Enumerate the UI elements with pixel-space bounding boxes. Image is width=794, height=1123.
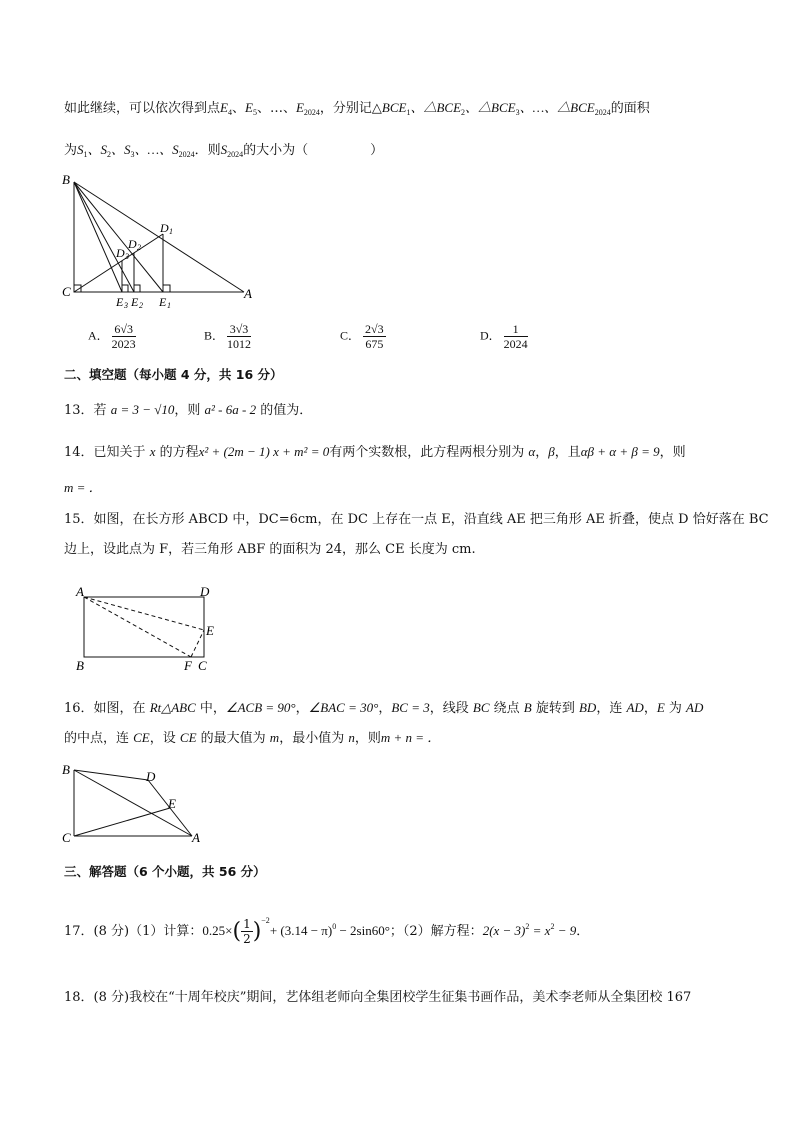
math: − 9 [554, 923, 577, 938]
label-E2: E [131, 295, 139, 309]
text: 有两个实数根，此方程两根分别为 [329, 445, 529, 460]
math: β [548, 444, 555, 459]
text: 13．若 [64, 403, 111, 418]
text: 的中点，连 [64, 731, 134, 746]
exponent: 2 [550, 922, 555, 931]
option-b[interactable] [204, 322, 251, 351]
figure-triangle-bca [60, 170, 260, 310]
var: BCE [381, 100, 407, 115]
numerator: 1 [504, 322, 528, 337]
text: ，分别记△ [319, 101, 382, 116]
text: 绕点 [489, 701, 524, 716]
label-E3-sub: 3 [124, 301, 128, 310]
exponent: −2 [261, 916, 270, 925]
question-15-line1: 15．如图，在长方形 ABCD 中，DC=6cm，在 DC 上存在一点 E，沿直线 AE 把三角形 AE 折叠，使点 D 恰好落在 BC [64, 512, 769, 527]
question-15-line2: 边上，设此点为 F，若三角形 ABF 的面积为 24，那么 CE 长度为 cm. [64, 542, 476, 557]
label-D3-sub: 3 [125, 252, 129, 261]
math: + (3.14 − π) [269, 923, 333, 938]
option-d[interactable] [480, 322, 528, 351]
text: ，设 [149, 731, 180, 746]
numerator: 3√3 [227, 322, 251, 337]
sub: 2 [107, 150, 112, 159]
text: 的方程 [155, 445, 199, 460]
text: ，线段 [429, 701, 473, 716]
option-letter: A． [88, 328, 109, 343]
math: m [269, 730, 280, 745]
label-C: C [198, 658, 207, 672]
label-B: B [62, 172, 70, 187]
label-D: D [146, 769, 156, 784]
text: ，连 [596, 701, 627, 716]
label-E1: E [159, 295, 167, 309]
label-F: F [184, 658, 192, 672]
text: 17．(8 分)（1）计算： [64, 924, 203, 939]
text: ） [370, 143, 384, 158]
text: ， [378, 701, 392, 716]
var: 、△BCE [465, 100, 516, 115]
text: 的大小为（ [243, 143, 309, 158]
label-C: C [62, 830, 71, 845]
math: CE [133, 730, 150, 745]
var: 、△BCE [410, 100, 462, 115]
var: S [220, 142, 228, 157]
text: ． [576, 924, 590, 939]
sub: 3 [130, 150, 135, 159]
text: 14．已知关于 [64, 445, 150, 460]
text: ，且 [554, 445, 581, 460]
math: x [149, 444, 156, 459]
sub: 2024 [178, 150, 195, 159]
option-letter: D． [480, 328, 501, 343]
label-D1-sub: 1 [169, 227, 173, 236]
text: 的最大值为 [196, 731, 270, 746]
label-E: E [168, 796, 176, 811]
math: n [348, 730, 355, 745]
text: 、…、 [256, 101, 296, 116]
label-D2-sub: 2 [137, 243, 141, 252]
var: E [295, 100, 304, 115]
math: BC = 3 [391, 700, 430, 715]
option-a[interactable] [88, 322, 136, 351]
var: E [244, 100, 253, 115]
label-E2-sub: 2 [139, 301, 143, 310]
label-E1-sub: 1 [167, 301, 171, 310]
text: 、 [231, 101, 245, 116]
label-D2: D [128, 237, 137, 251]
problem12-text-line1 [64, 98, 650, 123]
option-fraction [504, 322, 528, 351]
label-D3: D [116, 246, 125, 260]
option-letter: C． [340, 328, 361, 343]
denominator: 2 [243, 932, 251, 946]
label-D1: D [160, 221, 169, 235]
option-fraction [227, 322, 251, 351]
label-A: A [76, 584, 84, 599]
math: AD [626, 700, 644, 715]
option-c[interactable] [340, 322, 386, 351]
exponent: 0 [332, 922, 337, 931]
section-header-answers: 三、解答题（6 个小题，共 56 分） [64, 864, 266, 879]
math: m = ． [64, 480, 102, 495]
sub: 2024 [594, 108, 611, 117]
var: S [77, 142, 84, 157]
math: a² - 6a - 2 [204, 402, 257, 417]
label-A: A [192, 830, 200, 845]
paren-right: ) [252, 919, 262, 944]
math: Rt△ABC [149, 700, 196, 715]
question-16-line2 [64, 728, 440, 749]
math: BD [578, 700, 597, 715]
question-16-line1 [64, 698, 703, 719]
sub: 2024 [303, 108, 320, 117]
label-C: C [62, 284, 71, 299]
var: E [220, 100, 228, 115]
label-B: B [76, 658, 84, 672]
sub: 2 [461, 108, 466, 117]
question-13 [64, 400, 312, 421]
fraction-half [241, 917, 253, 946]
section-header-fill-in: 二、填空题（每小题 4 分，共 16 分） [64, 367, 283, 382]
option-fraction [112, 322, 136, 351]
math: = x [529, 923, 551, 938]
text: ， [295, 701, 309, 716]
label-D: D [200, 584, 210, 599]
var: 、S [87, 142, 108, 157]
text: ，最小值为 [279, 731, 349, 746]
math: BC [472, 700, 490, 715]
label-A: A [244, 286, 252, 301]
figure-rectangle-abcd [74, 582, 224, 672]
exponent: 2 [525, 922, 530, 931]
denominator: 2024 [503, 337, 528, 351]
denominator: 675 [365, 337, 384, 351]
text: 为 [664, 701, 687, 716]
numerator: 2√3 [365, 322, 384, 336]
math: ∠BAC = 30° [308, 700, 379, 715]
math: − 2sin60° [336, 923, 390, 938]
text: ，则 [174, 403, 205, 418]
math: a = 3 − √10 [110, 402, 175, 417]
sub: 2024 [227, 150, 244, 159]
math: AD [686, 700, 704, 715]
math: x² + (2m − 1) x + m² = 0 [198, 444, 330, 459]
sub: 3 [515, 108, 520, 117]
math: m + n = ． [380, 730, 441, 745]
text: 为 [64, 143, 78, 158]
sub: 4 [227, 108, 232, 117]
paren-left: ( [232, 919, 242, 944]
question-17 [64, 906, 589, 947]
text: 中， [195, 701, 226, 716]
math: E [656, 700, 665, 715]
question-14-line1 [64, 442, 686, 463]
sub: 1 [406, 108, 411, 117]
math: B [523, 700, 532, 715]
question-14-line2 [64, 478, 102, 499]
option-letter: B． [204, 328, 225, 343]
text: ， [643, 701, 657, 716]
math: ∠ACB = 90° [225, 700, 296, 715]
text: ，则 [659, 445, 686, 460]
figure-triangle-rotation [60, 760, 210, 845]
denominator: 1012 [227, 337, 252, 351]
denominator: 2023 [111, 337, 136, 351]
text: ， [535, 445, 549, 460]
label-E3: E [116, 295, 124, 309]
text: 16．如图，在 [64, 701, 150, 716]
sub: 5 [252, 108, 257, 117]
numerator: 1 [243, 917, 251, 931]
label-E: E [206, 623, 214, 638]
text: 的值为． [256, 403, 313, 418]
question-18: 18．(8 分)我校在“十周年校庆”期间，艺体组老师向全集团校学生征集书画作品，美术李老师从全集团校 167 [64, 990, 692, 1005]
problem12-text-line2 [64, 140, 383, 165]
text: 的面积 [610, 101, 650, 116]
text: 如此继续，可以依次得到点 [64, 101, 221, 116]
text: ；（2）解方程： [389, 924, 483, 939]
var: 、…、△BCE [519, 100, 595, 115]
math: αβ + α + β = 9 [580, 444, 660, 459]
sub: 1 [83, 150, 88, 159]
math: 2(x − 3) [482, 923, 526, 938]
var: 、S [111, 142, 131, 157]
label-B: B [62, 762, 70, 777]
math: α [528, 444, 536, 459]
text: 旋转到 [531, 701, 579, 716]
text: ，则 [354, 731, 381, 746]
math: CE [179, 730, 197, 745]
var: 、…、S [134, 142, 179, 157]
numerator: 6√3 [112, 322, 136, 337]
option-fraction [363, 322, 386, 351]
text: ．则 [194, 143, 221, 158]
math: 0.25× [202, 923, 233, 938]
